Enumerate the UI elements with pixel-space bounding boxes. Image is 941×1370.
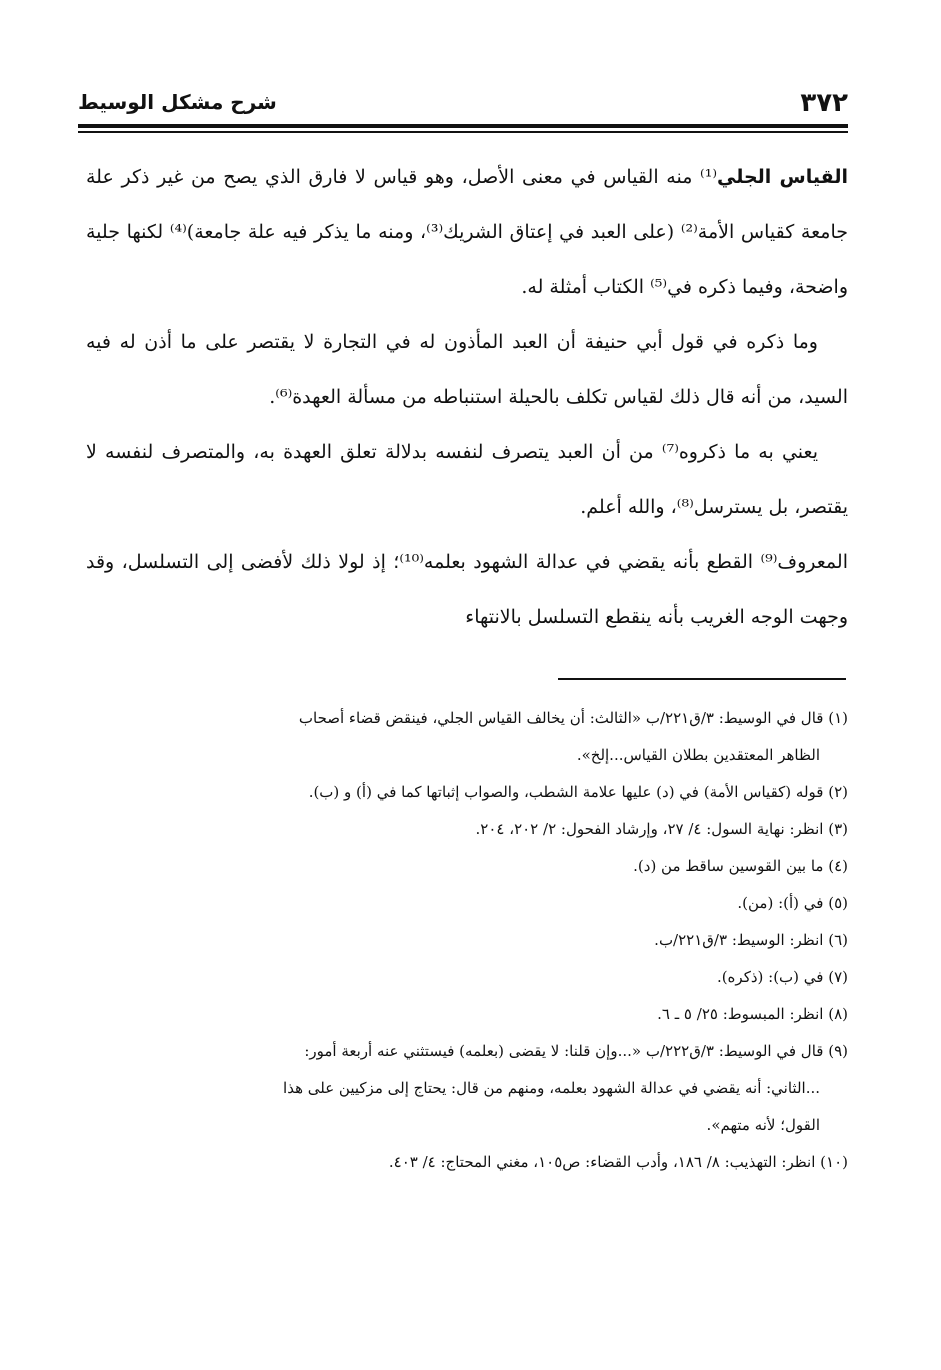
main-text <box>86 150 848 645</box>
paragraph-4: المعروف⁽⁹⁾ القطع بأنه يقضي في عدالة الشهود بعلمه⁽¹⁰⁾؛ إذ لولا ذلك لأفضى إلى التسلسل، وقد وجهت الوجه الغريب بأنه ينقطع التسلسل بالانتهاء <box>86 551 848 628</box>
footnote-9: (٩) قال في الوسيط: ٣/ق٢٢٢/ب «...وإن قلنا: لا يقضى (بعلمه) فيستثني عنه أربعة أمور: <box>304 1042 848 1060</box>
footnote-2: (٢) قوله (كقياس الأمة) في (د) عليها علامة الشطب، والصواب إثباتها كما في (أ) و (ب). <box>308 783 848 801</box>
footnote-9-continued-1: ...الثاني: أنه يقضي في عدالة الشهود بعلمه، ومنهم من قال: يحتاج إلى مزكيين على هذا <box>283 1079 820 1097</box>
footnote-10: (١٠) انظر: التهذيب: ٨/ ١٨٦، وأدب القضاء: ص١٠٥، مغني المحتاج: ٤/ ٤٠٣. <box>388 1153 848 1171</box>
footnote-1-continued: الظاهر المعتقدين بطلان القياس...إلخ». <box>576 746 820 764</box>
header-rule-thin <box>78 131 848 133</box>
footnote-1: (١) قال في الوسيط: ٣/ق٢٢١/ب «الثالث: أن يخالف القياس الجلي، فينقض قضاء أصحاب <box>298 709 848 727</box>
page-header <box>78 86 848 122</box>
paragraph-1-text: ⁽¹⁾ منه القياس في معنى الأصل، وهو قياس لا فارق الذي يصح من غير ذكر علة جامعة كقياس الأمة⁽²⁾ (على العبد في إعتاق الشريك⁽³⁾، ومنه ما يذكر فيه علة جامعة)⁽⁴⁾ لكنها جلية واضحة، وفيما ذكره في⁽⁵⁾ الكتاب أمثلة له. <box>86 166 848 298</box>
paragraph-1 <box>86 150 848 315</box>
footnote-9-continued-2: القول؛ لأنه متهم». <box>706 1116 820 1134</box>
footnote-4: (٤) ما بين القوسين ساقط من (د). <box>633 857 848 875</box>
paragraph-2: وما ذكره في قول أبي حنيفة أن العبد المأذون له في التجارة لا يقتصر على ما أذن له فيه السيد، من أنه قال ذلك لقياس تكلف بالحيلة استنباطه من مسألة العهدة⁽⁶⁾. <box>86 331 848 408</box>
footnote-separator <box>558 678 846 680</box>
footnote-7: (٧) في (ب): (ذكره). <box>716 968 848 986</box>
footnote-5: (٥) في (أ): (من). <box>737 894 848 912</box>
page-number: ٣٧٢ <box>800 88 848 118</box>
footnote-3: (٣) انظر: نهاية السول: ٤/ ٢٧، وإرشاد الفحول: ٢/ ٢٠٢، ٢٠٤. <box>475 820 848 838</box>
header-rule-thick <box>78 124 848 128</box>
footnote-6: (٦) انظر: الوسيط: ٣/ق٢٢١/ب. <box>654 931 848 949</box>
footnotes <box>90 700 848 1181</box>
paragraph-3: يعني به ما ذكروه⁽⁷⁾ من أن العبد يتصرف لنفسه بدلالة تعلق العهدة به، والمتصرف لنفسه لا يقتصر، بل يسترسل⁽⁸⁾، والله أعلم. <box>86 441 848 518</box>
footnote-8: (٨) انظر: المبسوط: ٢٥/ ٥ ـ ٦. <box>657 1005 848 1023</box>
lemma-heading: القياس الجلي <box>717 166 848 188</box>
running-title: شرح مشكل الوسيط <box>78 90 277 114</box>
